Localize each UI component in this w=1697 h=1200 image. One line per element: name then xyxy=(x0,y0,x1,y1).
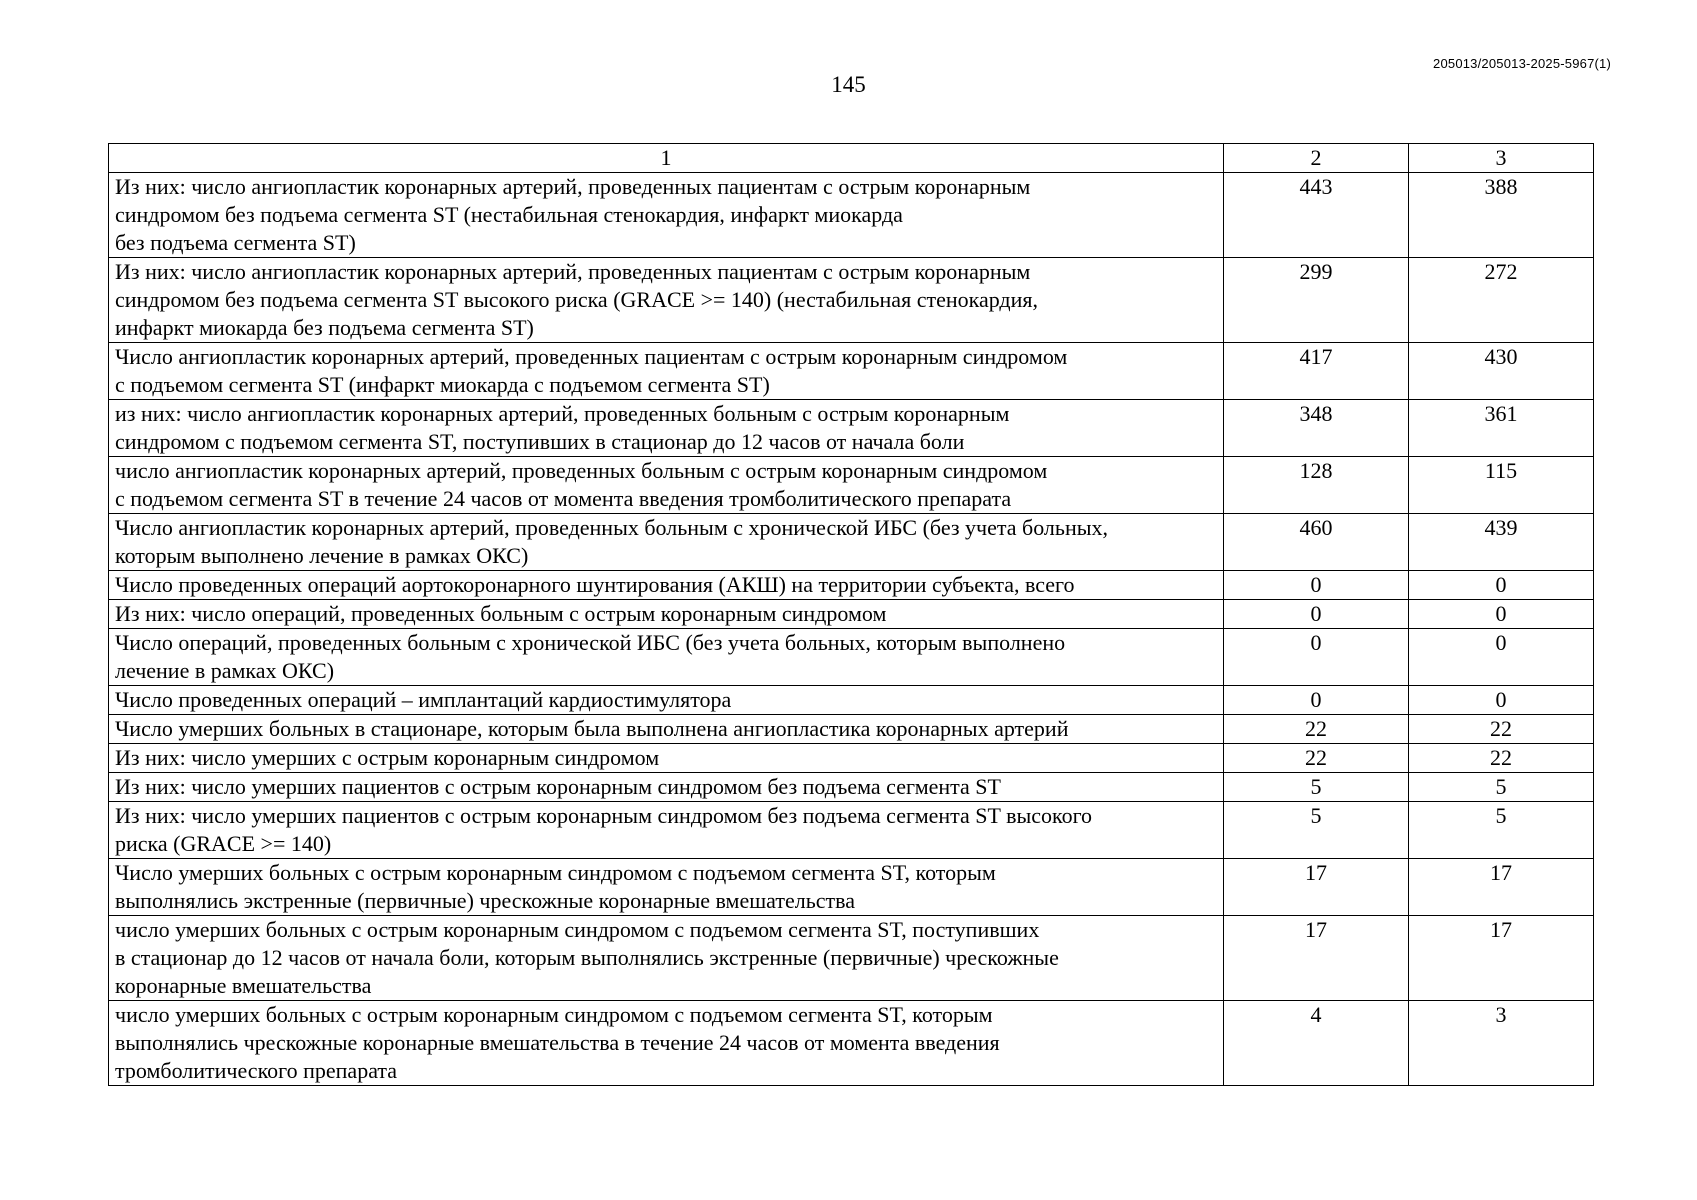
row-label-cell xyxy=(109,715,1224,744)
row-label-line: Из них: число операций, проведенных больным с острым коронарным синдромом xyxy=(115,601,887,626)
value-cell-col3: 17 xyxy=(1409,916,1594,1001)
row-label-cell xyxy=(109,859,1224,916)
table-row xyxy=(109,1001,1594,1086)
row-label-line: Число ангиопластик коронарных артерий, проведенных больным с хронической ИБС (без учета больных, xyxy=(115,515,1108,540)
column-header-2: 2 xyxy=(1224,144,1409,173)
row-label-line: лечение в рамках ОКС) xyxy=(115,658,335,683)
row-label-line: которым выполнено лечение в рамках ОКС) xyxy=(115,543,529,568)
value-cell-col2: 128 xyxy=(1224,457,1409,514)
row-label-cell xyxy=(109,802,1224,859)
value-cell-col2: 460 xyxy=(1224,514,1409,571)
row-label-cell xyxy=(109,773,1224,802)
row-label-line: в стационар до 12 часов от начала боли, которым выполнялись экстренные (первичные) чрескожные xyxy=(115,945,1059,970)
value-cell-col2: 443 xyxy=(1224,173,1409,258)
value-cell-col3: 5 xyxy=(1409,773,1594,802)
value-cell-col2: 0 xyxy=(1224,571,1409,600)
row-label-cell xyxy=(109,457,1224,514)
table-row xyxy=(109,802,1594,859)
table-row xyxy=(109,457,1594,514)
value-cell-col2: 299 xyxy=(1224,258,1409,343)
row-label-cell xyxy=(109,173,1224,258)
value-cell-col2: 348 xyxy=(1224,400,1409,457)
table-row xyxy=(109,629,1594,686)
row-label-line: выполнялись чрескожные коронарные вмешательства в течение 24 часов от момента введения xyxy=(115,1030,1000,1055)
table-row xyxy=(109,173,1594,258)
table-row xyxy=(109,686,1594,715)
row-label-line: коронарные вмешательства xyxy=(115,973,372,998)
row-label-line: без подъема сегмента ST) xyxy=(115,230,356,255)
table-row xyxy=(109,600,1594,629)
value-cell-col3: 361 xyxy=(1409,400,1594,457)
table-row xyxy=(109,859,1594,916)
row-label-cell xyxy=(109,514,1224,571)
table-row xyxy=(109,400,1594,457)
table-row xyxy=(109,773,1594,802)
row-label-line: Из них: число ангиопластик коронарных артерий, проведенных пациентам с острым коронарным xyxy=(115,174,1031,199)
table-row xyxy=(109,916,1594,1001)
row-label-line: Число ангиопластик коронарных артерий, проведенных пациентам с острым коронарным синдромом xyxy=(115,344,1068,369)
value-cell-col2: 0 xyxy=(1224,600,1409,629)
row-label-cell xyxy=(109,400,1224,457)
column-header-3: 3 xyxy=(1409,144,1594,173)
row-label-line: синдромом с подъемом сегмента ST, поступивших в стационар до 12 часов от начала боли xyxy=(115,429,965,454)
row-label-line: синдромом без подъема сегмента ST (нестабильная стенокардия, инфаркт миокарда xyxy=(115,202,903,227)
row-label-line: число ангиопластик коронарных артерий, проведенных больным с острым коронарным синдромом xyxy=(115,458,1048,483)
row-label-line: Число операций, проведенных больным с хронической ИБС (без учета больных, которым выполнено xyxy=(115,630,1066,655)
table-body xyxy=(109,144,1594,1086)
document-id: 205013/205013-2025-5967(1) xyxy=(1433,56,1611,71)
table-row xyxy=(109,514,1594,571)
value-cell-col3: 0 xyxy=(1409,629,1594,686)
row-label-line: инфаркт миокарда без подъема сегмента ST) xyxy=(115,315,534,340)
row-label-line: Число умерших больных с острым коронарным синдромом с подъемом сегмента ST, которым xyxy=(115,860,996,885)
value-cell-col2: 22 xyxy=(1224,715,1409,744)
row-label-line: с подъемом сегмента ST (инфаркт миокарда с подъемом сегмента ST) xyxy=(115,372,770,397)
row-label-line: число умерших больных с острым коронарным синдромом с подъемом сегмента ST, которым xyxy=(115,1002,993,1027)
page-number: 145 xyxy=(831,72,866,97)
table-row xyxy=(109,258,1594,343)
row-label-line: тромболитического препарата xyxy=(115,1058,398,1083)
row-label-line: Число проведенных операций – имплантаций кардиостимулятора xyxy=(115,687,732,712)
row-label-cell xyxy=(109,600,1224,629)
row-label-line: число умерших больных с острым коронарным синдромом с подъемом сегмента ST, поступивших xyxy=(115,917,1040,942)
row-label-cell xyxy=(109,1001,1224,1086)
value-cell-col2: 4 xyxy=(1224,1001,1409,1086)
value-cell-col3: 0 xyxy=(1409,686,1594,715)
table-row xyxy=(109,343,1594,400)
value-cell-col2: 17 xyxy=(1224,916,1409,1001)
value-cell-col3: 5 xyxy=(1409,802,1594,859)
table-header-row xyxy=(109,144,1594,173)
value-cell-col2: 417 xyxy=(1224,343,1409,400)
row-label-line: из них: число ангиопластик коронарных артерий, проведенных больным с острым коронарным xyxy=(115,401,1010,426)
row-label-line: с подъемом сегмента ST в течение 24 часов от момента введения тромболитического препарата xyxy=(115,486,1012,511)
value-cell-col3: 272 xyxy=(1409,258,1594,343)
row-label-line: Из них: число умерших пациентов с острым коронарным синдромом без подъема сегмента ST высокого xyxy=(115,803,1093,828)
value-cell-col3: 22 xyxy=(1409,744,1594,773)
value-cell-col3: 0 xyxy=(1409,600,1594,629)
value-cell-col2: 0 xyxy=(1224,629,1409,686)
value-cell-col3: 430 xyxy=(1409,343,1594,400)
value-cell-col3: 0 xyxy=(1409,571,1594,600)
row-label-line: синдромом без подъема сегмента ST высокого риска (GRACE >= 140) (нестабильная стенокардия, xyxy=(115,287,1039,312)
table-row xyxy=(109,571,1594,600)
row-label-cell xyxy=(109,571,1224,600)
value-cell-col3: 388 xyxy=(1409,173,1594,258)
value-cell-col3: 17 xyxy=(1409,859,1594,916)
row-label-cell xyxy=(109,916,1224,1001)
data-table xyxy=(108,143,1594,1086)
row-label-line: Из них: число умерших с острым коронарным синдромом xyxy=(115,745,660,770)
row-label-cell xyxy=(109,686,1224,715)
row-label-line: выполнялись экстренные (первичные) чрескожные коронарные вмешательства xyxy=(115,888,855,913)
value-cell-col2: 5 xyxy=(1224,773,1409,802)
row-label-cell xyxy=(109,744,1224,773)
value-cell-col2: 17 xyxy=(1224,859,1409,916)
row-label-line: Из них: число ангиопластик коронарных артерий, проведенных пациентам с острым коронарным xyxy=(115,259,1031,284)
column-header-1: 1 xyxy=(109,144,1224,173)
row-label-cell xyxy=(109,258,1224,343)
value-cell-col2: 0 xyxy=(1224,686,1409,715)
value-cell-col2: 22 xyxy=(1224,744,1409,773)
row-label-line: Из них: число умерших пациентов с острым коронарным синдромом без подъема сегмента ST xyxy=(115,774,1001,799)
value-cell-col3: 22 xyxy=(1409,715,1594,744)
value-cell-col3: 115 xyxy=(1409,457,1594,514)
value-cell-col3: 439 xyxy=(1409,514,1594,571)
value-cell-col2: 5 xyxy=(1224,802,1409,859)
row-label-cell xyxy=(109,629,1224,686)
value-cell-col3: 3 xyxy=(1409,1001,1594,1086)
row-label-cell xyxy=(109,343,1224,400)
row-label-line: риска (GRACE >= 140) xyxy=(115,831,332,856)
table-row xyxy=(109,715,1594,744)
row-label-line: Число умерших больных в стационаре, которым была выполнена ангиопластика коронарных артерий xyxy=(115,716,1069,741)
table-row xyxy=(109,744,1594,773)
row-label-line: Число проведенных операций аортокоронарного шунтирования (АКШ) на территории субъекта, всего xyxy=(115,572,1075,597)
